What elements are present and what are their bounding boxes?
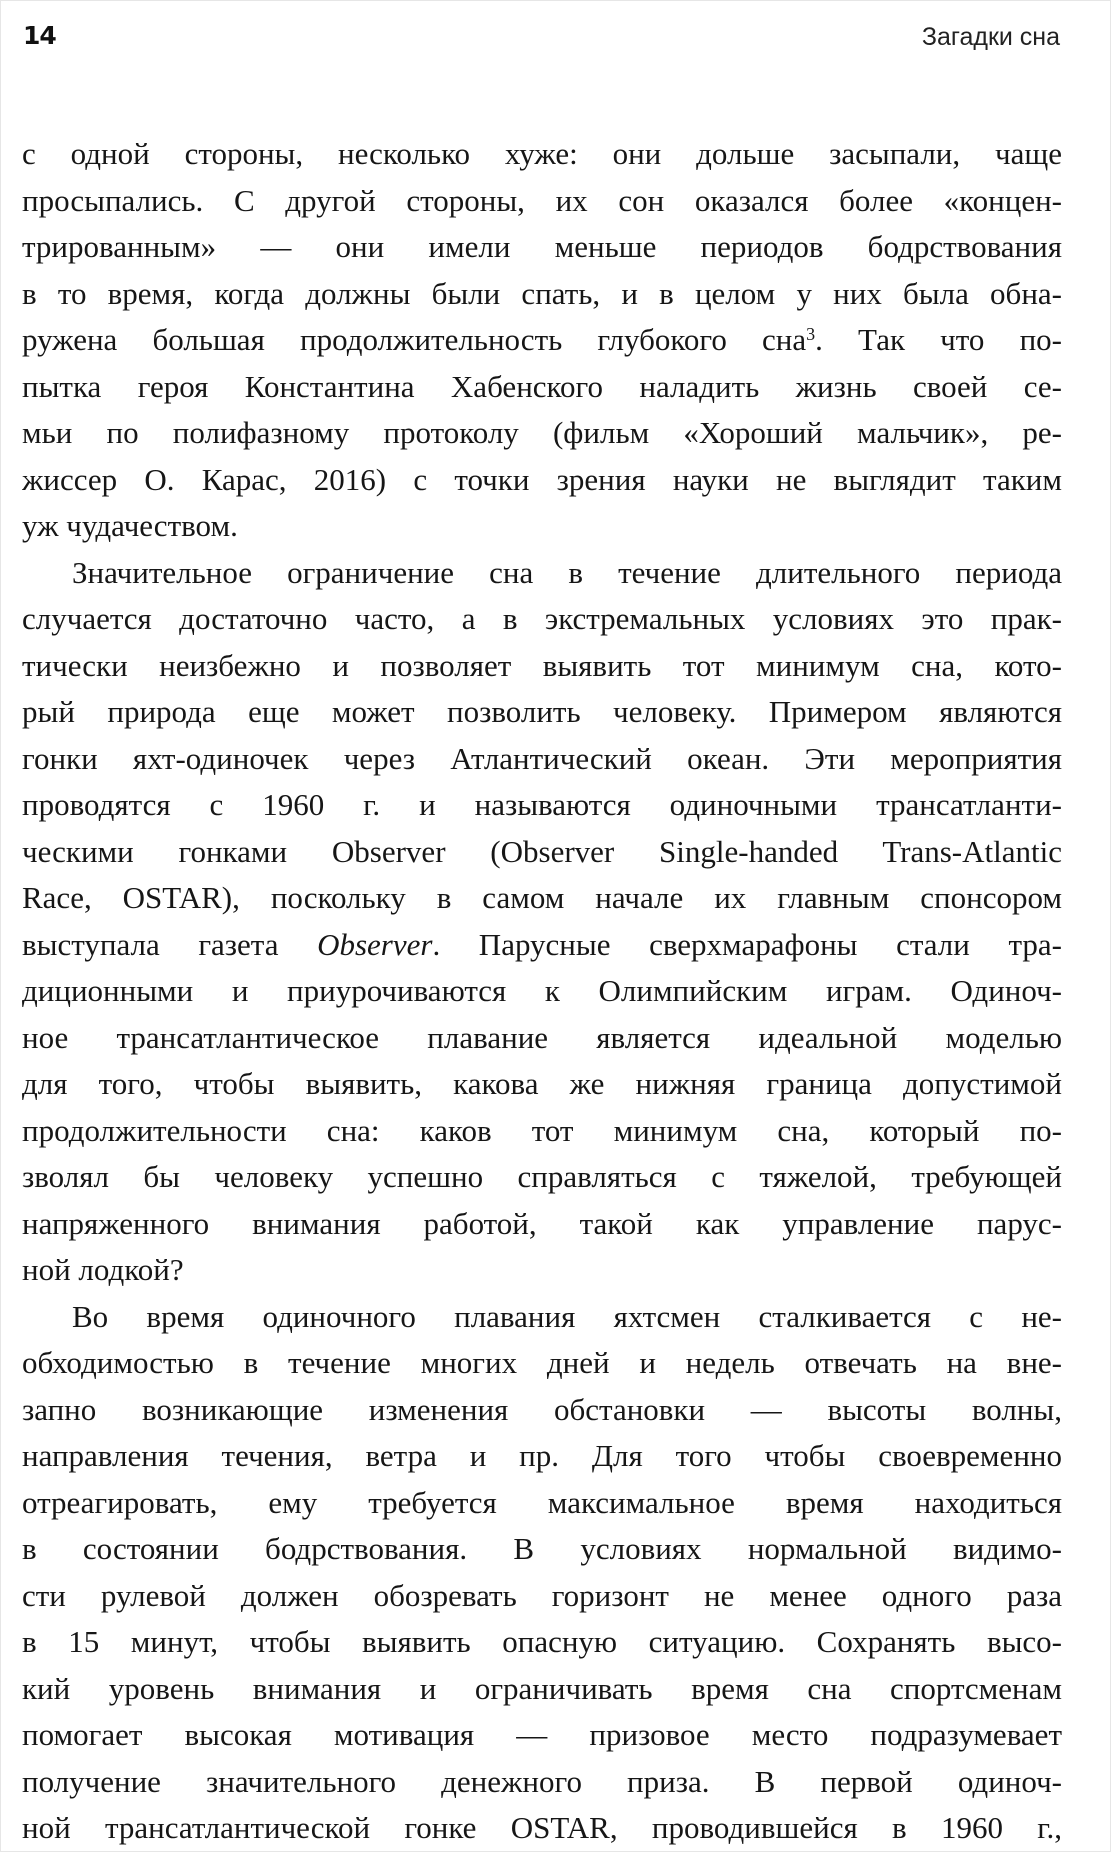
paragraph	[22, 550, 1062, 1294]
text-line	[22, 131, 1062, 178]
text-line	[22, 968, 1062, 1015]
text-line	[22, 1526, 1062, 1573]
text-line	[22, 875, 1062, 922]
text-segment: случается достаточно часто, а в экстремальных условиях это прак-	[22, 601, 1062, 636]
text-segment: обходимостью в течение многих дней и недель отвечать на вне-	[22, 1345, 1062, 1380]
text-segment: с одной стороны, несколько хуже: они дольше засыпали, чаще	[22, 136, 1062, 171]
text-line	[22, 596, 1062, 643]
text-segment: запно возникающие изменения обстановки — высоты волны,	[22, 1391, 1062, 1427]
text-line	[22, 1619, 1062, 1666]
text-segment: жиссер О. Карас, 2016) с точки зрения науки не выглядит таким	[22, 461, 1062, 497]
text-segment: Race, OSTAR), поскольку в самом начале их главным спонсором	[22, 880, 1062, 915]
text-line	[22, 503, 1062, 550]
paragraph	[22, 1294, 1062, 1852]
text-line	[22, 1433, 1062, 1480]
text-segment: тически неизбежно и позволяет выявить тот минимум сна, кото-	[22, 647, 1062, 683]
text-line	[22, 1154, 1062, 1201]
text-segment: . Парусные сверхмарафоны стали тра-	[432, 926, 1062, 962]
text-line	[22, 271, 1062, 318]
text-segment: сти рулевой должен обозревать горизонт не менее одного раза	[22, 1577, 1062, 1613]
italic-text: Observer	[317, 926, 433, 962]
text-segment: напряженного внимания работой, такой как управление парус-	[22, 1205, 1062, 1241]
text-segment: зволял бы человеку успешно справляться с тяжелой, требующей	[22, 1159, 1062, 1194]
text-segment: помогает высокая мотивация — призовое место подразумевает	[22, 1717, 1062, 1752]
text-segment: диционными и приурочиваются к Олимпийским играм. Одиноч-	[22, 973, 1062, 1008]
text-line	[22, 410, 1062, 457]
text-line	[22, 643, 1062, 690]
text-line	[22, 364, 1062, 411]
text-line	[22, 1247, 1062, 1294]
text-segment: отреагировать, ему требуется максимальное время находиться	[22, 1484, 1062, 1520]
text-segment: ческими гонками Observer (Observer Single-handed Trans-Atlantic	[22, 833, 1062, 869]
text-segment: в то время, когда должны были спать, и в целом у них была обна-	[22, 275, 1062, 311]
text-line	[22, 922, 1062, 969]
text-segment: гонки яхт-одиночек через Атлантический океан. Эти мероприятия	[22, 740, 1062, 776]
text-segment: получение значительного денежного приза. В первой одиноч-	[22, 1763, 1062, 1799]
text-segment: Во время одиночного плавания яхтсмен сталкивается с не-	[72, 1298, 1062, 1334]
text-line	[22, 1294, 1062, 1341]
text-segment: выступала газета	[22, 926, 318, 962]
text-segment: просыпались. С другой стороны, их сон оказался более «концен-	[22, 182, 1062, 218]
paragraph	[22, 131, 1062, 550]
text-line	[22, 317, 1062, 364]
text-segment: в состоянии бодрствования. В условиях нормальной видимо-	[22, 1531, 1062, 1566]
text-segment: направления течения, ветра и пр. Для того чтобы своевременно	[22, 1438, 1062, 1473]
text-line	[22, 1712, 1062, 1759]
text-segment: трированным» — они имели меньше периодов бодрствования	[22, 229, 1062, 264]
body-text	[22, 131, 1062, 1852]
text-line	[22, 550, 1062, 597]
text-line	[22, 1061, 1062, 1108]
text-line	[22, 1340, 1062, 1387]
text-segment: ное трансатлантическое плавание является идеальной моделью	[22, 1019, 1062, 1055]
text-line	[22, 1387, 1062, 1434]
text-line	[22, 1573, 1062, 1620]
text-segment: в 15 минут, чтобы выявить опасную ситуацию. Сохранять высо-	[22, 1624, 1062, 1659]
text-line	[22, 1480, 1062, 1527]
text-line	[22, 736, 1062, 783]
page-number: 14	[23, 21, 56, 50]
text-segment: кий уровень внимания и ограничивать время сна спортсменам	[22, 1670, 1062, 1706]
text-segment: ружена большая продолжительность глубокого сна	[22, 322, 807, 357]
text-segment: для того, чтобы выявить, какова же нижняя граница допустимой	[22, 1066, 1062, 1101]
text-line	[22, 1666, 1062, 1713]
text-line	[22, 829, 1062, 876]
text-segment: пытка героя Константина Хабенского наладить жизнь своей се-	[22, 368, 1062, 404]
text-line	[22, 1805, 1062, 1852]
text-segment: Значительное ограничение сна в течение длительного периода	[72, 554, 1062, 590]
running-title: Загадки сна	[921, 23, 1060, 51]
text-line	[22, 1759, 1062, 1806]
text-line	[22, 1108, 1062, 1155]
footnote-ref: 3	[806, 324, 816, 344]
text-segment: уж чудачеством.	[22, 508, 238, 543]
text-line	[22, 1015, 1062, 1062]
text-segment: ной лодкой?	[22, 1252, 184, 1287]
text-segment: проводятся с 1960 г. и называются одиночными трансатланти-	[22, 787, 1062, 822]
text-segment: . Так что по-	[815, 322, 1062, 357]
text-line	[22, 178, 1062, 225]
text-segment: мьи по полифазному протоколу (фильм «Хороший мальчик», ре-	[22, 415, 1062, 450]
text-line	[22, 689, 1062, 736]
text-line	[22, 1201, 1062, 1248]
text-segment: ной трансатлантической гонке OSTAR, проводившейся в 1960 г.,	[22, 1810, 1062, 1845]
text-line	[22, 457, 1062, 504]
text-line	[22, 224, 1062, 271]
text-segment: продолжительности сна: каков тот минимум сна, который по-	[22, 1112, 1062, 1148]
text-segment: рый природа еще может позволить человеку. Примером являются	[22, 694, 1062, 729]
text-line	[22, 782, 1062, 829]
